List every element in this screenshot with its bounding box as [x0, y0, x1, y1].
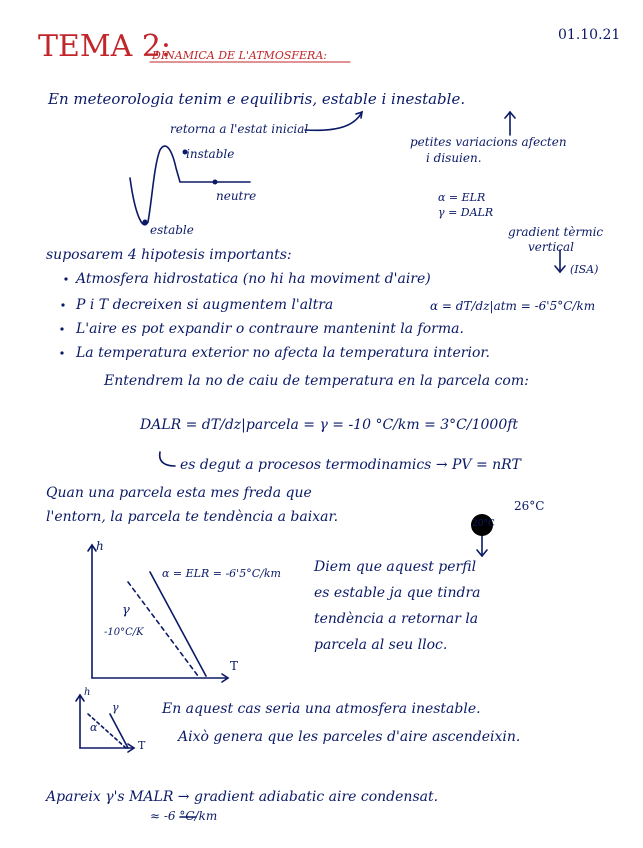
hypothesis-3: L'aire es pot expandir o contraure mantenint la forma. — [76, 321, 464, 337]
retorna-arrow — [305, 112, 362, 130]
intro-line: En meteorologia tenim e equilibris, estable i inestable. — [48, 90, 466, 108]
petites-line2: i disuien. — [426, 151, 482, 165]
dalr-formula: DALR = dT/dz|parcela = γ = -10 °C/km = 3°C/1000ft — [140, 417, 519, 433]
alpha-formula: α = dT/dz|atm = -6'5°C/km — [430, 299, 596, 313]
graph2-gamma: γ — [112, 701, 119, 714]
graph1-line-label: α = ELR = -6'5°C/km — [162, 567, 281, 580]
graph1-gamma-value: -10°C/K — [104, 627, 144, 638]
estable-label: estable — [150, 223, 194, 237]
graph2-y-label: h — [84, 687, 91, 698]
graph1-y-label: h — [96, 539, 104, 553]
page-title: TEMA 2: — [38, 29, 172, 64]
isa-label: (ISA) — [570, 263, 599, 276]
petites-line1: petites variacions afecten — [410, 135, 567, 149]
gradient-line1: gradient tèrmic — [508, 225, 604, 239]
graph2-alpha: α — [90, 721, 98, 734]
footer-line1: Apareix γ's MALR → gradient adiabatic aire condensat. — [46, 789, 439, 805]
graph2-gamma-line — [110, 714, 128, 748]
unstable-text-1: En aquest cas seria una atmosfera inestable. — [162, 701, 481, 717]
stable-text-2: es estable ja que tindra — [314, 585, 481, 601]
ball-stable — [143, 220, 148, 225]
stable-text-3: tendència a retornar la — [314, 611, 479, 627]
gradient-line2: vertical — [528, 240, 574, 254]
footer-line2: ≈ -6 °C/km — [150, 809, 218, 823]
page-subtitle: DINAMICA DE L'ATMOSFERA: — [152, 49, 327, 62]
entendrem-line: Entendrem la no de caiu de temperatura en la parcela com: — [104, 373, 529, 389]
hook-arrow — [160, 452, 175, 466]
alpha-elr: α = ELR — [438, 191, 486, 204]
graph2-x-label: T — [138, 739, 146, 752]
graph1-x-label: T — [230, 659, 239, 673]
parcel-line2: l'entorn, la parcela te tendència a baixar. — [46, 509, 339, 525]
hypothesis-2: P i T decreixen si augmentem l'altra — [76, 297, 334, 313]
neutre-label: neutre — [216, 189, 257, 203]
date: 01.10.21 — [558, 27, 621, 43]
stable-text-4: parcela al seu lloc. — [314, 637, 448, 653]
temp-26: 26°C — [514, 499, 545, 513]
ball-neutral — [213, 180, 218, 185]
hypothesis-4: La temperatura exterior no afecta la temperatura interior. — [76, 345, 490, 361]
graph1-gamma: γ — [122, 603, 130, 618]
parcel-line1: Quan una parcela esta mes freda que — [46, 485, 312, 501]
retorna-label: retorna a l'estat inicial — [170, 122, 309, 136]
hypotheses-intro: suposarem 4 hipotesis importants: — [46, 247, 292, 263]
instable-label: instable — [186, 147, 235, 161]
temp-20: 20°C — [472, 519, 495, 529]
unstable-text-2: Això genera que les parceles d'aire ascendeixin. — [178, 729, 521, 745]
stable-text-1: Diem que aquest perfil — [314, 559, 477, 575]
hypothesis-1: Atmosfera hidrostatica (no hi ha moviment d'aire) — [76, 271, 431, 287]
dalr-note: es degut a procesos termodinamics → PV = nRT — [180, 457, 521, 473]
gamma-dalr: γ = DALR — [438, 206, 494, 219]
